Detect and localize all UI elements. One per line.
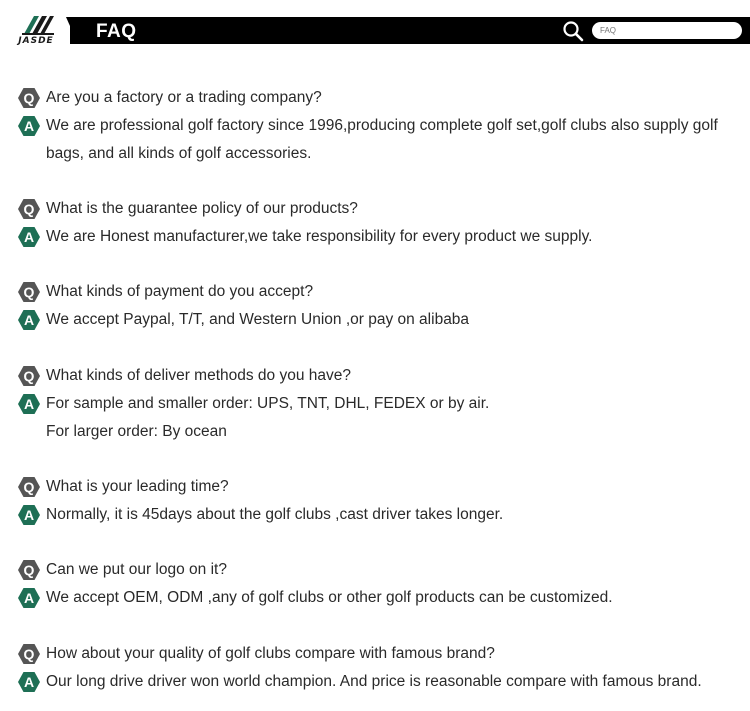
answer-text: We are professional golf factory since 1996,producing complete golf set,golf clubs also supply golf bags, and all kinds of golf accessories. xyxy=(46,117,718,162)
jasde-logo[interactable] xyxy=(8,14,64,48)
svg-text:Q: Q xyxy=(23,89,35,106)
answer-badge-icon xyxy=(18,227,40,247)
search-icon[interactable] xyxy=(562,20,584,42)
svg-text:A: A xyxy=(23,589,35,606)
question-badge-icon xyxy=(18,88,40,108)
question-badge-icon xyxy=(18,366,40,386)
svg-text:Q: Q xyxy=(23,367,35,384)
answer-badge-icon xyxy=(18,588,40,608)
answer-text: We are Honest manufacturer,we take responsibility for every product we supply. xyxy=(46,228,593,245)
answer-text: Normally, it is 45days about the golf clubs ,cast driver takes longer. xyxy=(46,506,504,523)
svg-text:Q: Q xyxy=(23,645,35,662)
question-text: What is your leading time? xyxy=(46,478,229,495)
svg-text:A: A xyxy=(23,673,35,690)
svg-text:Q: Q xyxy=(23,561,35,578)
question-badge-icon xyxy=(18,282,40,302)
svg-text:A: A xyxy=(23,311,35,328)
question-badge-icon xyxy=(18,560,40,580)
answer-badge-icon xyxy=(18,116,40,136)
logo-mark-icon xyxy=(20,14,56,36)
question-text: Are you a factory or a trading company? xyxy=(46,89,322,106)
page-header xyxy=(0,0,750,48)
answer-text: We accept Paypal, T/T, and Western Union ,or pay on alibaba xyxy=(46,311,470,328)
question-badge-icon xyxy=(18,477,40,497)
question-text: How about your quality of golf clubs compare with famous brand? xyxy=(46,645,495,662)
question-badge-icon xyxy=(18,644,40,664)
answer-text: Our long drive driver won world champion. And price is reasonable compare with famous brand. xyxy=(46,673,702,690)
svg-text:A: A xyxy=(23,117,35,134)
answer-text: We accept OEM, ODM ,any of golf clubs or other golf products can be customized. xyxy=(46,589,613,606)
question-text: What kinds of deliver methods do you have? xyxy=(46,367,352,384)
page-title: FAQ xyxy=(96,21,137,42)
answer-text: For sample and smaller order: UPS, TNT, DHL, FEDEX or by air. xyxy=(46,395,490,412)
svg-text:Q: Q xyxy=(23,478,35,495)
answer-badge-icon xyxy=(18,394,40,414)
svg-text:Q: Q xyxy=(23,283,35,300)
answer-extra-text: For larger order: By ocean xyxy=(46,423,227,440)
question-text: What is the guarantee policy of our products? xyxy=(46,200,358,217)
answer-badge-icon xyxy=(18,505,40,525)
svg-text:A: A xyxy=(23,228,35,245)
svg-text:Q: Q xyxy=(23,200,35,217)
answer-badge-icon xyxy=(18,310,40,330)
question-text: Can we put our logo on it? xyxy=(46,561,227,578)
answer-badge-icon xyxy=(18,672,40,692)
search-input[interactable] xyxy=(592,22,742,39)
logo-text: JASDE xyxy=(18,36,54,46)
question-badge-icon xyxy=(18,199,40,219)
question-text: What kinds of payment do you accept? xyxy=(46,283,314,300)
svg-text:A: A xyxy=(23,506,35,523)
svg-text:A: A xyxy=(23,395,35,412)
